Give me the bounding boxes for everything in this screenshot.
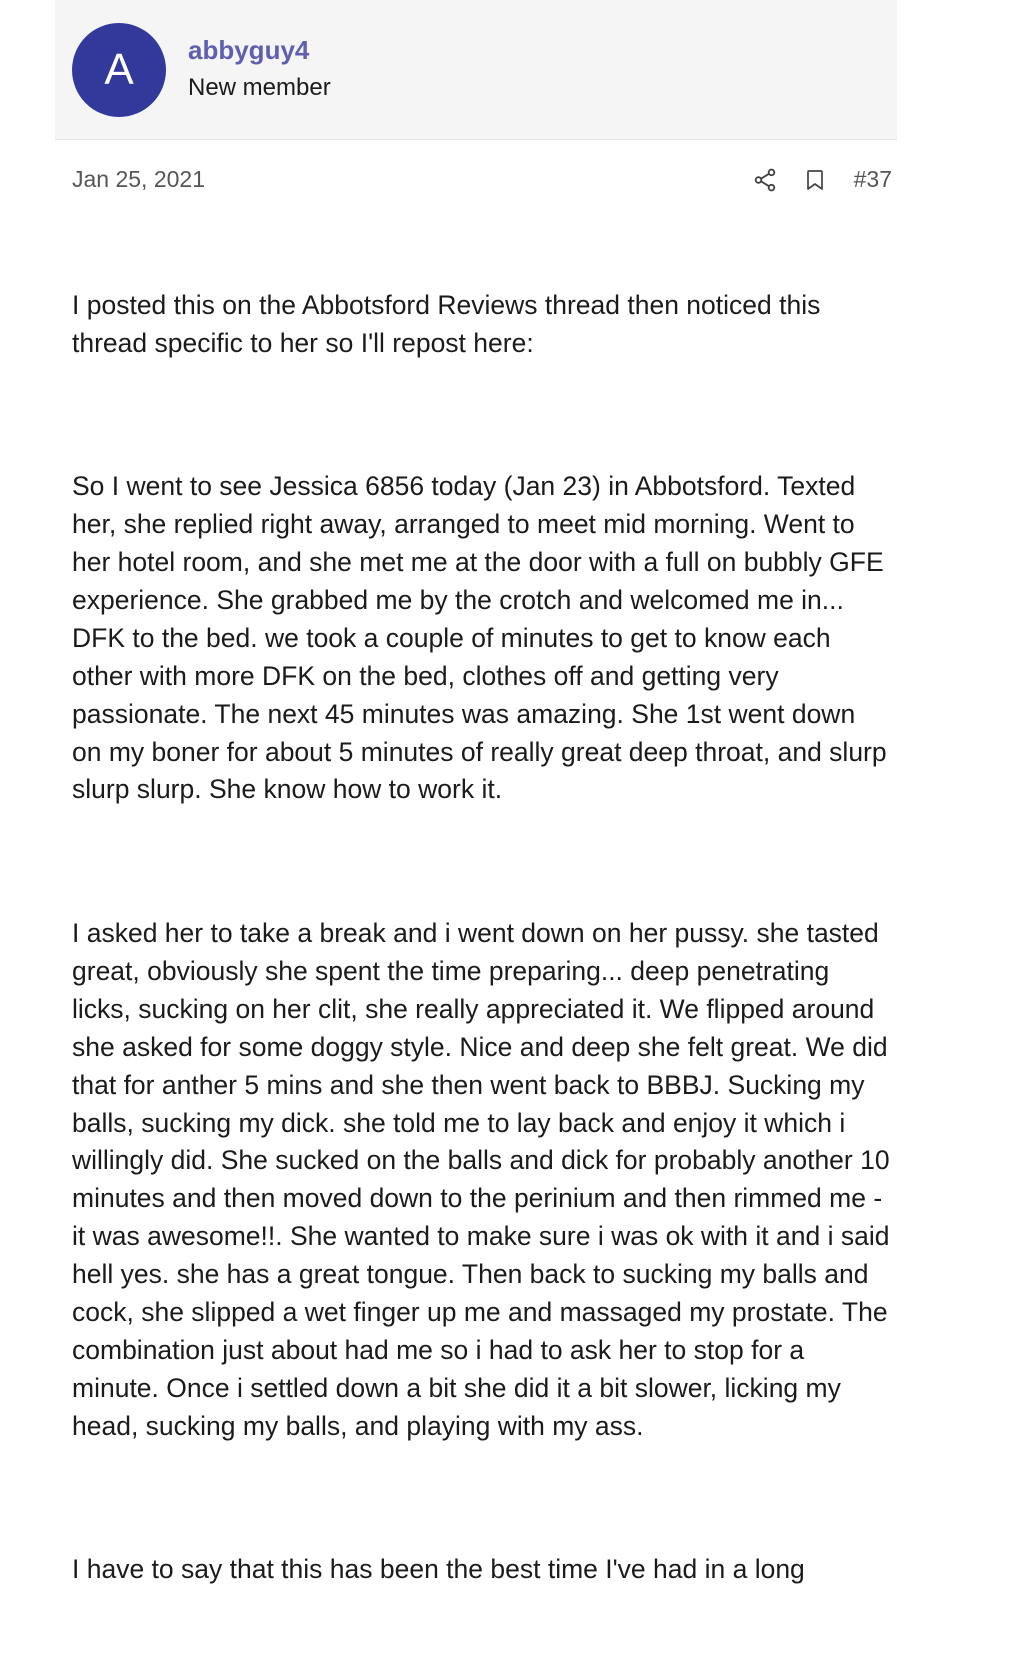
post-date[interactable]: Jan 25, 2021 <box>72 166 206 192</box>
post-paragraph: I posted this on the Abbotsford Reviews thread then noticed this thread specific to her so I'll repost here: <box>72 289 828 358</box>
avatar[interactable]: A <box>72 23 166 117</box>
user-title: New member <box>188 73 331 101</box>
post-header <box>55 0 897 140</box>
post-paragraph: So I went to see Jessica 6856 today (Jan 23) in Abbotsford. Texted her, she replied right away, arranged to meet mid morning. Went to her hotel room, and she met me at the door with a full on bubbly GFE experience. She grabbed me by the crotch and welcomed me in... DFK to the bed. we took a couple of minutes to get to know each other with more DFK on the bed, clothes off and getting very passionate. The next 45 minutes was amazing. She 1st went down on my boner for about 5 minutes of really great deep throat, and slurp slurp slurp. She know how to work it. <box>72 471 894 805</box>
post-body <box>55 201 897 1665</box>
post-actions <box>752 166 892 193</box>
post-paragraph: I have to say that this has been the best time I've had in a long <box>72 1554 805 1585</box>
share-icon[interactable] <box>752 167 778 193</box>
bookmark-icon[interactable] <box>802 167 828 193</box>
user-info <box>188 34 331 104</box>
post-meta-row <box>55 140 897 201</box>
username-link[interactable]: abbyguy4 <box>188 35 310 66</box>
forum-post <box>55 0 897 1665</box>
post-number[interactable]: #37 <box>853 166 892 192</box>
post-paragraph: I asked her to take a break and i went down on her pussy. she tasted great, obviously she spent the time preparing... deep penetrating licks, sucking on her clit, she really appreciated it. We flipped around she asked for some doggy style. Nice and deep she felt great. We did that for anther 5 mins and she then went back to BBBJ. Sucking my balls, sucking my dick. she told me to lay back and enjoy it which i willingly did. She sucked on the balls and dick for probably another 10 minutes and then moved down to the perinium and then rimmed me - it was awesome!!. She wanted to make sure i was ok with it and i said hell yes. she has a great tongue. Then back to sucking my balls and cock, she slipped a wet finger up me and massaged my prostate. The combination just about had me so i had to ask her to stop for a minute. Once i settled down a bit she did it a bit slower, licking my head, sucking my balls, and playing with my ass. <box>72 918 897 1441</box>
